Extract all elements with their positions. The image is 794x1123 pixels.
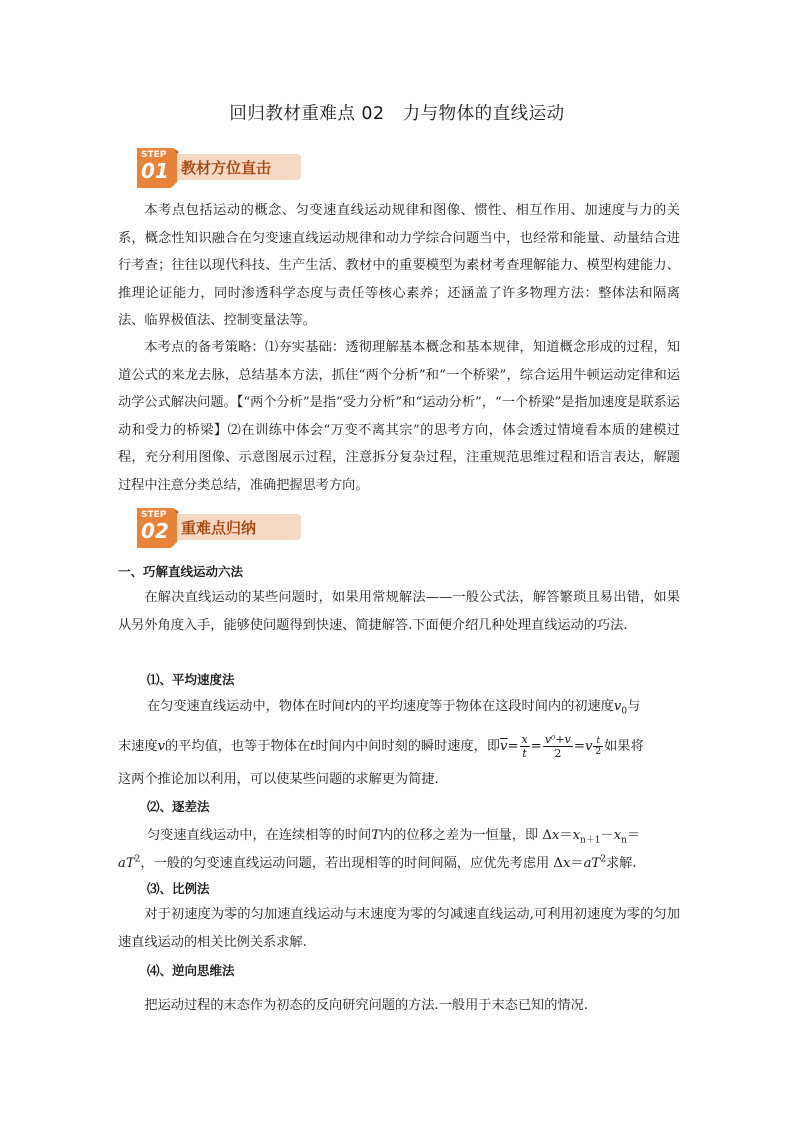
- var-t: t: [310, 739, 316, 754]
- method-2-heading: ⑵、逐差法: [147, 799, 210, 814]
- section-1-heading: 一、巧解直线运动六法: [118, 564, 244, 579]
- step-02-banner: [125, 506, 305, 550]
- equals: =: [507, 739, 519, 754]
- text-run: 的平均值，也等于物体在: [165, 739, 311, 754]
- text-run: 时间内中间时刻的瞬时速度，即: [315, 739, 501, 754]
- subscript-0: 0: [621, 706, 628, 717]
- text-run: 与: [627, 699, 641, 714]
- equals: =: [530, 739, 542, 754]
- step-01-number: 01: [141, 159, 169, 183]
- text-run: 末速度: [118, 739, 158, 754]
- method-1-heading: ⑴、平均速度法: [147, 672, 235, 687]
- method-2-line-2: [118, 852, 680, 871]
- method-3-heading: ⑶、比例法: [147, 881, 210, 896]
- intro-paragraph: 本考点包括运动的概念、匀变速直线运动规律和图像、惯性、相互作用、加速度与力的关系，概念性知识融合在匀变速直线运动规律和动力学综合问题当中，也经常和能量、动量结合进行考查；往往以现代科技、生产生活、教材中的重要模型为素材考查理解能力、模型构建能力、推理论证能力，同时渗透科学态度与责任等核心素养；还涵盖了许多物理方法：整体法和隔离法、临界极值法、控制变量法等。: [118, 203, 680, 328]
- var-aT: aT: [583, 856, 601, 871]
- var-t: t: [344, 699, 351, 714]
- text-run: 内的位移之差为一恒量，即 Δ: [379, 828, 552, 843]
- method-2-line-1: [118, 824, 709, 846]
- step-01-title: 教材方位直击: [181, 159, 272, 177]
- var-t: t: [522, 747, 527, 760]
- minus: －: [600, 828, 614, 843]
- var-v-bar: $\overline{v}$: [500, 739, 508, 754]
- denominator: 2: [554, 747, 562, 760]
- var-v: v: [584, 739, 593, 754]
- equals: ＝: [626, 828, 641, 843]
- step-01-badge: [133, 146, 179, 190]
- denominator: 2: [595, 747, 602, 757]
- step-02-badge: [133, 506, 179, 550]
- var-T: T: [371, 828, 380, 843]
- numerator: t: [593, 736, 603, 747]
- numerator: x: [521, 733, 528, 746]
- step-02-title: 重难点归纳: [181, 519, 257, 537]
- step-02-number: 02: [141, 519, 169, 543]
- numerator: v⁰+v: [544, 733, 571, 746]
- text-run: ，一般的匀变速直线运动问题，若出现相等的时间间隔，应优先考虑用 Δ: [140, 856, 563, 871]
- var-x: x: [572, 828, 581, 843]
- text-run: 匀变速直线运动中，在连续相等的时间: [147, 828, 372, 843]
- var-T: T: [125, 856, 135, 871]
- var-x: x: [551, 828, 560, 843]
- method-1-line-1: [118, 695, 709, 717]
- equals: ＝: [570, 856, 584, 871]
- fraction-x-t: [520, 733, 530, 760]
- page-title: 回归教材重难点 02 力与物体的直线运动: [229, 104, 565, 124]
- fraction-t-2: [593, 736, 603, 757]
- method-1-line-2: [118, 733, 680, 760]
- step-01-banner: [125, 146, 305, 190]
- text-run: 求解.: [605, 856, 637, 871]
- method-1-line-3: 这两个推论加以利用，可以使某些问题的求解更为简捷.: [118, 772, 439, 787]
- method-3-text: 对于初速度为零的匀加速直线运动与末速度为零的匀减速直线运动,可利用初速度为零的匀加速直线运动的相关比例关系求解.: [118, 907, 680, 950]
- text-run: 如果将: [604, 739, 644, 754]
- method-4-heading: ⑷、逆向思维法: [147, 963, 235, 978]
- equals: ＝: [559, 828, 573, 843]
- step-01-label: STEP: [141, 150, 167, 160]
- subscript-n1: n＋1: [580, 835, 601, 846]
- var-v0: v: [613, 699, 622, 714]
- text-run: 在匀变速直线运动中，物体在时间: [147, 699, 345, 714]
- denominator: [520, 747, 530, 760]
- text-run: 内的平均速度等于物体在这段时间内的初速度: [350, 699, 614, 714]
- strategy-paragraph: 本考点的备考策略：⑴夯实基础：透彻理解基本概念和基本规律，知道概念形成的过程，知道公式的来龙去脉，总结基本方法，抓住“两个分析”和“一个桥梁”，综合运用牛顿运动定律和运动学公式解决问题。【“两个分析”是指“受力分析”和“运动分析”，“一个桥梁”是指加速度是联系运动和受力的桥梁】⑵在训练中体会“万变不离其宗”的思考方向，体会透过情境看本质的建模过程，充分利用图像、示意图展示过程，注意拆分复杂过程，注重规范思维过程和语言表达，解题过程中注意分类总结，准确把握思考方向。: [118, 340, 680, 493]
- superscript-2: 2: [600, 854, 606, 865]
- fraction-v0-v: [543, 733, 573, 760]
- section-1-intro: 在解决直线运动的某些问题时，如果用常规解法——一般公式法，解答繁琐且易出错，如果从另外角度入手，能够使问题得到快速、简捷解答.下面便介绍几种处理直线运动的巧法.: [118, 590, 680, 633]
- superscript-2: 2: [134, 854, 141, 865]
- step-02-label: STEP: [141, 510, 167, 520]
- var-x: x: [562, 856, 571, 871]
- subscript-n: n: [621, 835, 627, 846]
- method-4-text: 把运动过程的末态作为初态的反向研究问题的方法.一般用于末态已知的情况.: [144, 998, 588, 1013]
- var-x: x: [613, 828, 622, 843]
- var-v: v: [157, 739, 166, 754]
- equals: =: [573, 739, 585, 754]
- var-a: a: [118, 856, 126, 871]
